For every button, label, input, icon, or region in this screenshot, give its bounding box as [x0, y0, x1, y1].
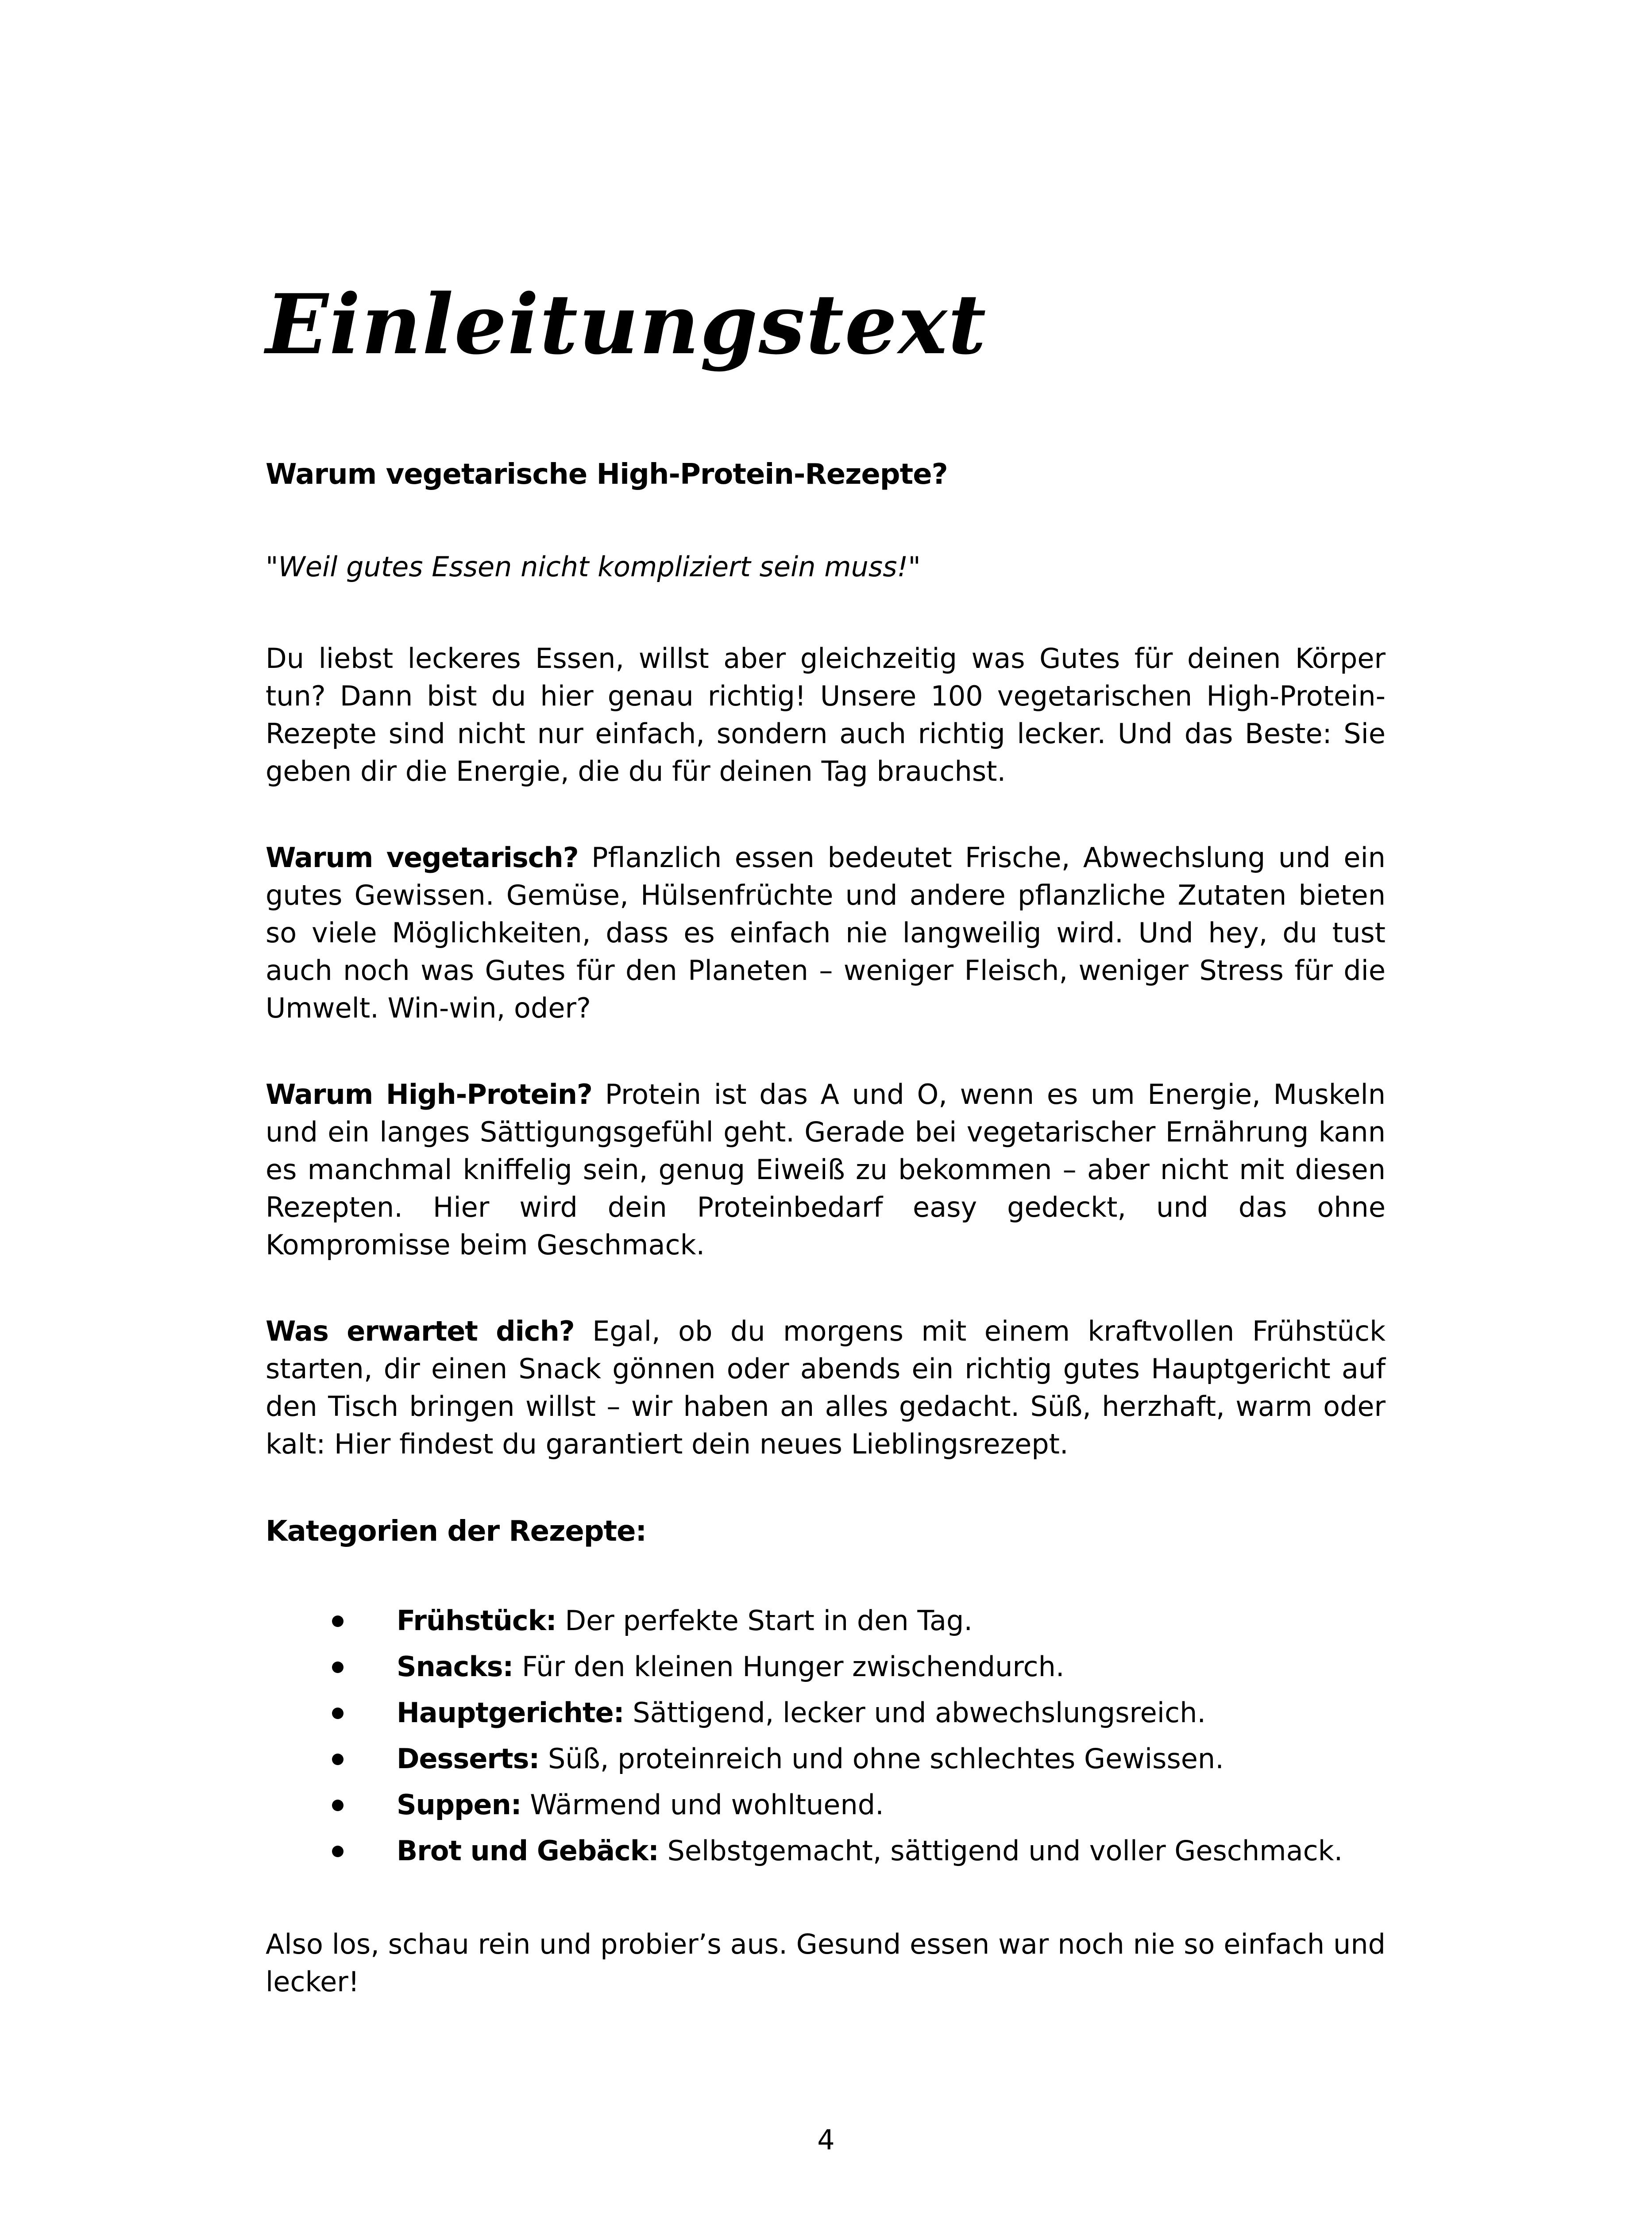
quote: "Weil gutes Essen nicht kompliziert sein muss!" [266, 551, 921, 583]
list-item [266, 1598, 1417, 1644]
paragraph-lead: Warum vegetarisch? [266, 841, 579, 874]
category-description: Sättigend, lecker und abwechslungsreich. [624, 1696, 1206, 1729]
bullet-icon [332, 1615, 344, 1627]
category-name: Brot und Gebäck: [397, 1835, 659, 1867]
bullet-icon [332, 1662, 344, 1673]
page-title: Einleitungstext [266, 276, 987, 373]
category-description: Süß, proteinreich und ohne schlechtes Gewissen. [539, 1743, 1224, 1775]
category-description: Der perfekte Start in den Tag. [556, 1604, 973, 1637]
paragraph-lead: Warum High-Protein? [266, 1078, 592, 1110]
list-item [266, 1736, 1417, 1782]
bullet-icon [332, 1754, 344, 1765]
intro-paragraph: Du liebst leckeres Essen, willst aber gleichzeitig was Gutes für deinen Körper tun? Dann bist du hier genau richtig! Unsere 100 vegetarischen High-Protein-Rezepte sind nicht nur einfach, sondern auch richtig lecker. Und das Beste: Sie geben dir die Energie, die du für deinen Tag brauchst. [266, 642, 1386, 787]
list-item [266, 1690, 1417, 1736]
list-item [266, 1828, 1417, 1874]
paragraph-expectations [266, 1312, 1386, 1463]
category-name: Suppen: [397, 1789, 521, 1821]
paragraph-text: Pflanzlich essen bedeutet Frische, Abwechslung und ein gutes Gewissen. Gemüse, Hülsenfrüchte und andere pflanzliche Zutaten bieten so viele Möglichkeiten, dass es einfach nie langweilig wird. Und hey, du tust auch noch was Gutes für den Planeten – weniger Fleisch, weniger Stress für die Umwelt. Win-win, oder? [266, 841, 1386, 1024]
category-description: Selbstgemacht, sättigend und voller Geschmack. [658, 1835, 1343, 1867]
category-description: Für den kleinen Hunger zwischendurch. [513, 1650, 1065, 1683]
category-name: Snacks: [397, 1650, 513, 1683]
paragraph-high-protein [266, 1076, 1386, 1264]
bullet-icon [332, 1708, 344, 1719]
list-item [266, 1782, 1417, 1828]
category-description: Wärmend und wohltuend. [521, 1789, 884, 1821]
paragraph-vegetarian [266, 839, 1386, 1027]
categories-heading: Kategorien der Rezepte: [266, 1515, 647, 1548]
category-name: Frühstück: [397, 1604, 556, 1637]
paragraph-lead: Was erwartet dich? [266, 1315, 575, 1347]
bullet-icon [332, 1800, 344, 1811]
section-heading: Warum vegetarische High-Protein-Rezepte? [266, 458, 948, 491]
paragraph-text: Protein ist das A und O, wenn es um Energie, Muskeln und ein langes Sättigungsgefühl geht. Gerade bei vegetarischer Ernährung kann es manchmal kniffelig sein, genug Eiweiß zu bekommen – aber nicht mit diesen Rezepten. Hier wird dein Proteinbedarf easy gedeckt, und das ohne Kompromisse beim Geschmack. [266, 1078, 1386, 1261]
closing-paragraph: Also los, schau rein und probier’s aus. Gesund essen war noch nie so einfach und lecker! [266, 1928, 1386, 1998]
page-number: 4 [817, 2124, 835, 2156]
paragraph-text: Egal, ob du morgens mit einem kraftvollen Frühstück starten, dir einen Snack gönnen oder abends ein richtig gutes Hauptgericht auf den Tisch bringen willst – wir haben an alles gedacht. Süß, herzhaft, warm oder kalt: Hier findest du garantiert dein neues Lieblingsrezept. [266, 1315, 1386, 1460]
category-name: Desserts: [397, 1743, 540, 1775]
category-name: Hauptgerichte: [397, 1696, 624, 1729]
categories-list [266, 1598, 1417, 1874]
bullet-icon [332, 1846, 344, 1857]
list-item [266, 1644, 1417, 1690]
